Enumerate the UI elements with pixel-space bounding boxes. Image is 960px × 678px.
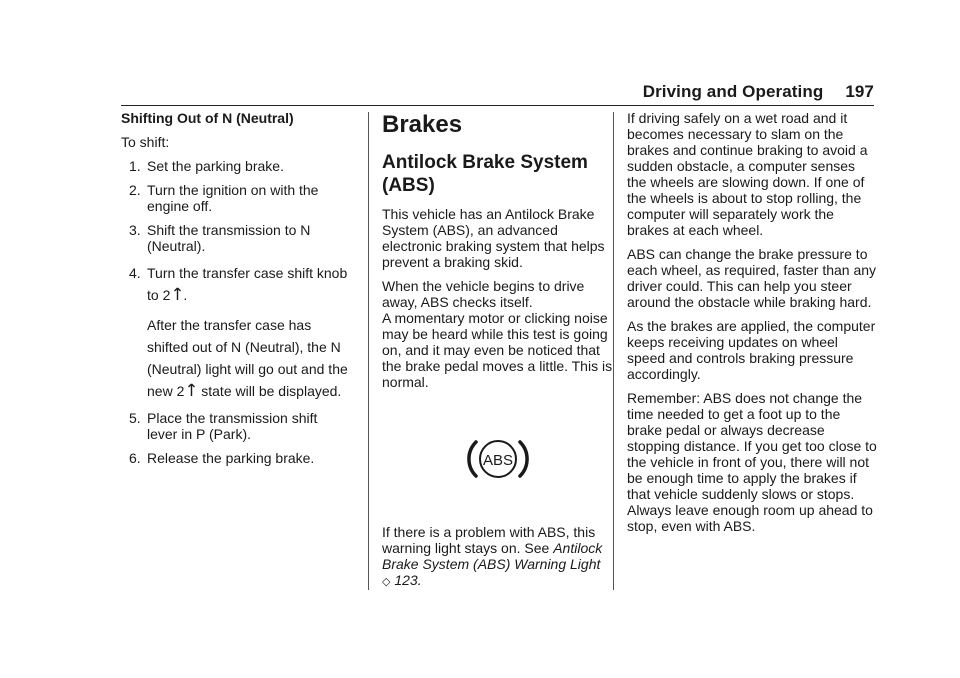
list-item: 1. Set the parking brake.: [129, 158, 284, 174]
intro-text: To shift:: [121, 134, 170, 150]
paragraph: Remember: ABS does not change the time needed to get a foot up to the brake pedal or always decrease stopping distance. If you get too close to the vehicle in front of you, there will not be enough time to apply the brakes if that vehicle suddenly slows or stops. Always leave enough room up ahead to stop, even with ABS.: [627, 390, 877, 534]
list-item: 2. Turn the ignition on with the engine off.: [129, 182, 319, 214]
section-heading: Shifting Out of N (Neutral): [121, 110, 294, 126]
four-wheel-high-icon: [173, 287, 182, 301]
list-item: 3. Shift the transmission to N (Neutral).: [129, 222, 311, 254]
list-item: 6. Release the parking brake.: [129, 450, 315, 466]
page-title: Brakes: [382, 111, 463, 138]
middle-column: [382, 110, 614, 598]
page-header: [643, 82, 874, 102]
paragraph: ABS can change the brake pressure to each wheel, as required, faster than any driver could. This can help you steer around the obstacle while braking hard.: [627, 246, 877, 310]
paragraph: As the brakes are applied, the computer keeps receiving updates on wheel speed and controls braking pressure accordingly.: [627, 318, 876, 382]
section-title-abs: Antilock Brake System (ABS): [382, 152, 588, 196]
paragraph: A momentary motor or clicking noise may be heard while this test is going on, and it may even be noticed that the brake pedal moves a little. This is normal.: [382, 310, 613, 390]
left-column: [121, 110, 351, 474]
paragraph: This vehicle has an Antilock Brake System (ABS), an advanced electronic braking system that helps prevent a braking skid.: [382, 206, 605, 270]
list-item: 5. Place the transmission shift lever in P (Park).: [129, 410, 318, 442]
four-wheel-high-icon: [187, 383, 196, 397]
list-item: 4. Turn the transfer case shift knob to 2 . After the transfer case has shifted out of N (Neutral), the N (Neutral) light will go out and the new 2 state will be displayed.: [121, 262, 351, 402]
abs-warning-icon: [466, 434, 530, 484]
section-title: Driving and Operating: [642, 82, 824, 101]
right-column: [627, 110, 877, 542]
header-rule: [121, 105, 874, 106]
paragraph: If driving safely on a wet road and it becomes necessary to slam on the brakes and continue braking to avoid a sudden obstacle, a computer senses the wheels are slowing down. If one of the wheels is about to stop rolling, the computer will separately work the brakes at each wheel.: [627, 110, 868, 238]
page-number: 197: [845, 82, 874, 101]
column-divider-1: [368, 112, 369, 590]
page-ref-icon: ◇: [382, 576, 391, 588]
cross-reference-page[interactable]: 123: [394, 572, 418, 588]
paragraph: If there is a problem with ABS, this warning light stays on. See Antilock Brake System (ABS) Warning Light ◇ 123.: [382, 524, 603, 588]
step-note: After the transfer case has shifted out of N (Neutral), the N (Neutral) light will go out and the new 2 state will be displayed.: [147, 317, 348, 399]
paragraph: When the vehicle begins to drive away, ABS checks itself.: [382, 278, 585, 310]
abs-icon-label: ABS: [482, 452, 514, 469]
cross-reference-link[interactable]: Antilock Brake System (ABS) Warning Light: [382, 540, 603, 572]
steps-list: [121, 158, 351, 466]
